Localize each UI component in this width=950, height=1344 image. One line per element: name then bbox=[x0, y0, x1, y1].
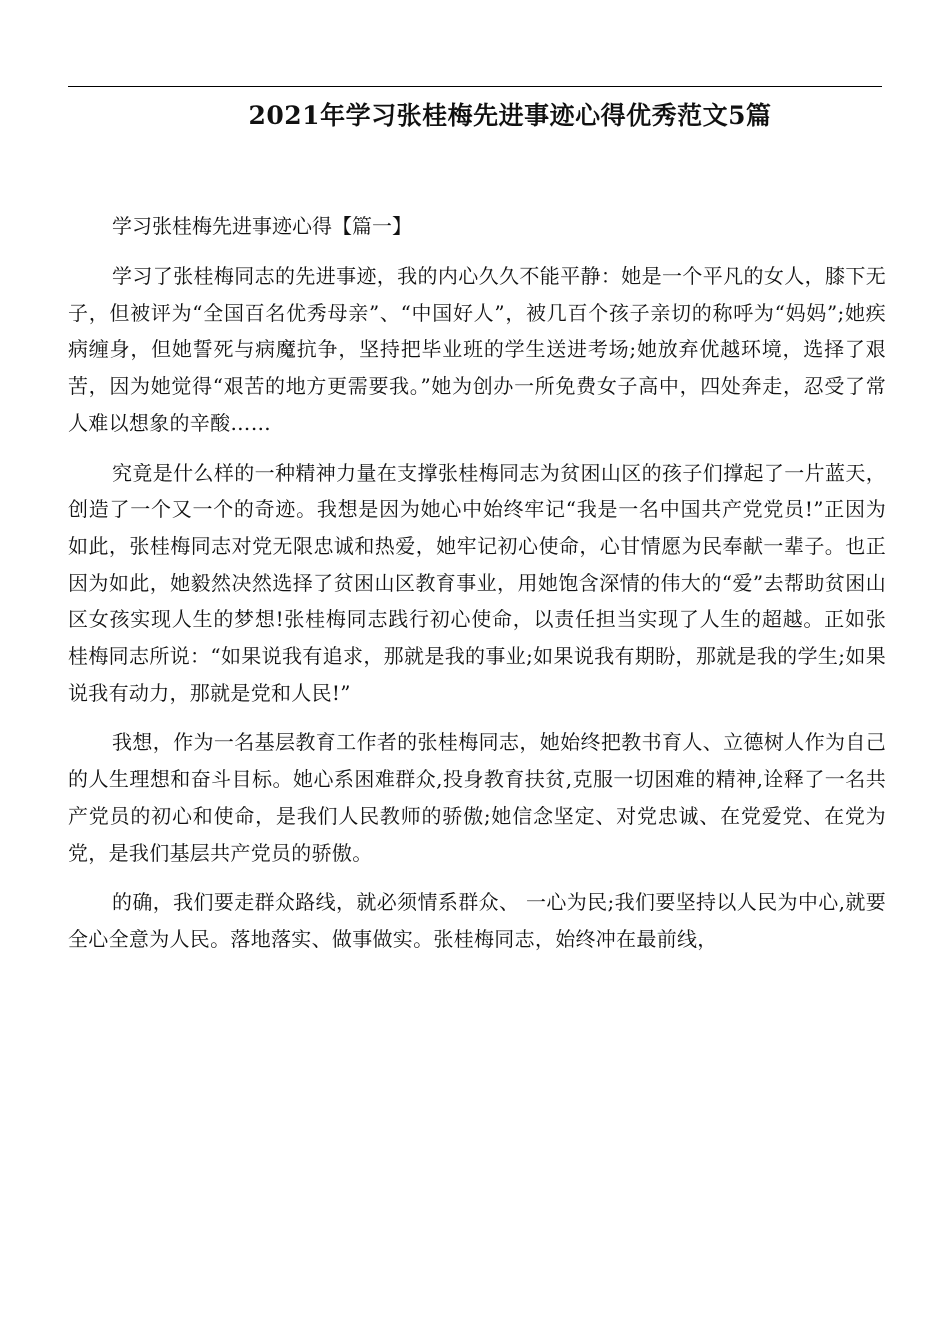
section-heading: 学习张桂梅先进事迹心得【篇一】 bbox=[112, 214, 412, 238]
paragraph: 学习了张桂梅同志的先进事迹，我的内心久久不能平静：她是一个平凡的女人，膝下无子，但被评为“全国百名优秀母亲”、“中国好人”，被几百个孩子亲切的称呼为“妈妈”;她疾病缠身，但她誓死与病魔抗争，坚持把毕业班的学生送进考场;她放弃优越环境，选择了艰苦，因为她觉得“艰苦的地方更需要我。”她为创办一所免费女子高中，四处奔走，忍受了常人难以想象的辛酸…… bbox=[68, 264, 886, 435]
paragraph: 的确，我们要走群众路线，就必须情系群众、 一心为民;我们要坚持以人民为中心,就要全心全意为人民。落地落实、做事做实。张桂梅同志，始终冲在最前线， bbox=[68, 890, 886, 951]
document-body bbox=[68, 208, 886, 971]
paragraph: 我想，作为一名基层教育工作者的张桂梅同志，她始终把教书育人、立德树人作为自己的人生理想和奋斗目标。她心系困难群众,投身教育扶贫,克服一切困难的精神,诠释了一名共产党员的初心和使命，是我们人民教师的骄傲;她信念坚定、对党忠诚、在党爱党、在党为党，是我们基层共产党员的骄傲。 bbox=[68, 730, 886, 865]
document-title: 2021年学习张桂梅先进事迹心得优秀范文5篇 bbox=[248, 101, 772, 130]
paragraph: 究竟是什么样的一种精神力量在支撑张桂梅同志为贫困山区的孩子们撑起了一片蓝天，创造了一个又一个的奇迹。我想是因为她心中始终牢记“我是一名中国共产党党员!”正因为如此，张桂梅同志对党无限忠诚和热爱，她牢记初心使命，心甘情愿为民奉献一辈子。也正因为如此，她毅然决然选择了贫困山区教育事业，用她饱含深情的伟大的“爱”去帮助贫困山区女孩实现人生的梦想!张桂梅同志践行初心使命，以责任担当实现了人生的超越。正如张桂梅同志所说：“如果说我有追求，那就是我的事业;如果说我有期盼，那就是我的学生;如果说我有动力，那就是党和人民!” bbox=[68, 460, 886, 705]
header-rule bbox=[68, 86, 882, 87]
